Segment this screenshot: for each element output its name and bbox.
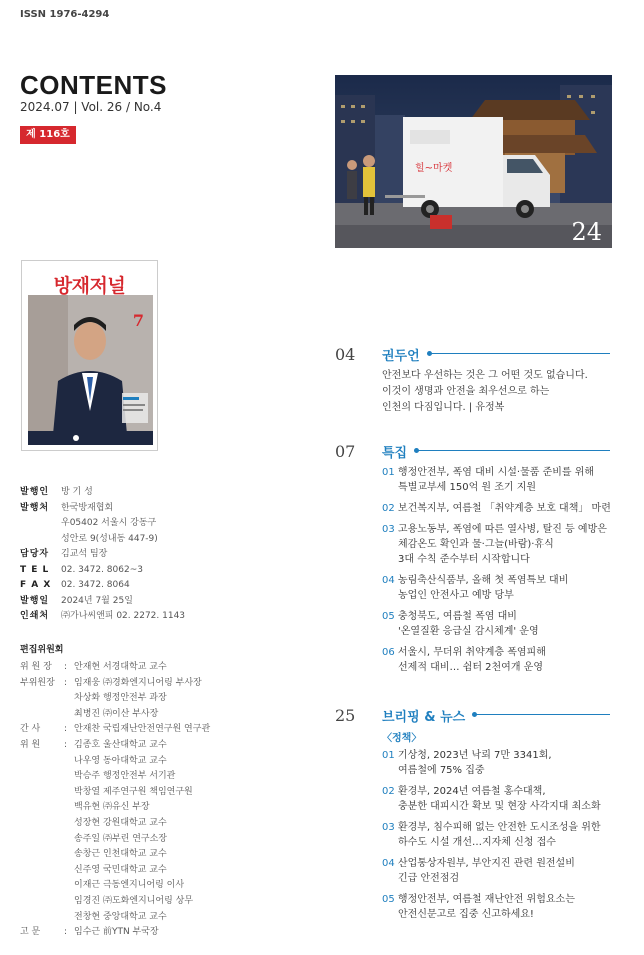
issn-label: ISSN 1976-4294: [20, 9, 110, 20]
toc-section-briefing: [335, 706, 625, 928]
committee-row: 이재근 극동엔지니어링 이사: [74, 880, 185, 891]
section-page-number: 04: [335, 345, 356, 364]
photo-page-number: 24: [571, 218, 602, 246]
section-page-number: 25: [335, 706, 356, 725]
section-header: [335, 706, 625, 726]
committee-row: 최병진 ㈜이산 부사장: [74, 708, 159, 719]
imprint-row: 담당자 김교석 팀장: [20, 549, 108, 559]
page-title: CONTENTS: [20, 70, 167, 100]
section-divider: [430, 353, 610, 354]
committee-row: 백유현 ㈜유신 부장: [74, 802, 150, 813]
section-title: 브리핑 & 뉴스: [382, 710, 466, 725]
committee-row: 차상화 행정안전부 과장: [74, 693, 167, 704]
feature-photo[interactable]: [335, 75, 612, 248]
section-title: 권두언: [382, 349, 420, 364]
svg-text:힐~마켓: 힐~마켓: [415, 163, 453, 174]
policy-subheading: 〈정책〉: [382, 733, 422, 744]
issue-badge: 제 116호: [20, 126, 76, 144]
toc-item[interactable]: 01 행정안전부, 폭염 대비 시설·물품 준비를 위해 특별교부세 150억 원 조기 지원: [382, 467, 595, 493]
section-divider: [475, 714, 610, 715]
committee-row: 송창근 인천대학교 교수: [74, 849, 167, 860]
toc-item-list: [382, 729, 625, 922]
toc-item[interactable]: 05 충청북도, 여름철 폭염 대비 '온열질환 응급실 감시체계' 운영: [382, 611, 539, 637]
committee-row: 위 원 장 : 안재현 서경대학교 교수: [20, 662, 167, 672]
toc-item[interactable]: 02 환경부, 2024년 여름철 홍수대책, 충분한 대피시간 확보 및 현장 사각지대 최소화: [382, 786, 601, 812]
toc-item[interactable]: 05 행정안전부, 여름철 재난안전 위험요소는 안전신문고로 집중 신고하세요!: [382, 894, 575, 920]
committee-row: 송주일 ㈜부린 연구소장: [74, 833, 167, 844]
toc-item-list: [382, 465, 625, 675]
imprint-row: 발행처 한국방재협회: [20, 502, 114, 513]
committee-row: 고 문 : 임수근 前YTN 부국장: [20, 927, 159, 938]
toc-section-foreword[interactable]: [335, 345, 625, 416]
committee-row: 신주영 국민대학교 교수: [74, 864, 167, 875]
volume-info: 2024.07 | Vol. 26 / No.4: [20, 100, 162, 114]
imprint-row: 성안로 9(성내동 447-9): [61, 533, 158, 544]
magazine-cover-month: 7: [132, 311, 144, 330]
committee-row: 간 사 : 안재찬 국립재난안전연구원 연구관: [20, 724, 211, 735]
foreword-text: 안전보다 우선하는 것은 그 어떤 것도 없습니다. 이것이 생명과 안전을 최우선으로 하는 인천의 다짐입니다. | 유정복: [382, 370, 588, 413]
magazine-cover[interactable]: [21, 260, 158, 451]
committee-title: 편집위원회: [20, 645, 64, 655]
toc-item[interactable]: 03 환경부, 침수피해 없는 안전한 도시조성을 위한 하수도 시설 개선…지자체 신청 접수: [382, 822, 601, 848]
committee-row: 위 원 : 김종호 울산대학교 교수: [20, 739, 167, 750]
imprint-row: T E L 02. 3472. 8062~3: [20, 564, 143, 575]
imprint-row: 발행인 방 기 성: [20, 487, 93, 497]
committee-list: [20, 660, 210, 941]
imprint-row: 발행일 2024년 7월 25일: [20, 595, 133, 606]
toc-section-special: [335, 442, 625, 681]
committee-row: 부위원장 : 임재웅 ㈜경화엔지니어링 부사장: [20, 677, 202, 688]
committee-row: 박승주 행정안전부 서기관: [74, 771, 176, 782]
section-header: [335, 442, 625, 462]
imprint-row: 우05402 서울시 강동구: [61, 518, 157, 528]
committee-row: 전창현 중앙대학교 교수: [74, 911, 167, 922]
toc-item[interactable]: 01 기상청, 2023년 낙뢰 7만 3341회, 여름철에 75% 집중: [382, 750, 552, 776]
imprint-block: [20, 485, 185, 625]
toc-item[interactable]: 04 산업통상자원부, 부안지진 관련 원전설비 긴급 안전점검: [382, 858, 575, 884]
committee-row: 박창열 제주연구원 책임연구원: [74, 786, 193, 797]
feature-photo-illustration: [335, 75, 612, 248]
toc-item[interactable]: 03 고용노동부, 폭염에 따른 열사병, 탈진 등 예방은 체감온도 확인과 물·그늘(바람)·휴식 3대 수칙 준수부터 시작합니다: [382, 524, 607, 565]
imprint-row: F A X 02. 3472. 8064: [20, 580, 130, 590]
section-title: 특집: [382, 446, 408, 461]
section-divider: [417, 450, 610, 451]
imprint-row: 인쇄처 ㈜가나씨앤피 02. 2272. 1143: [20, 611, 186, 621]
committee-row: 성장현 강원대학교 교수: [74, 817, 167, 828]
section-page-number: 07: [335, 442, 356, 461]
toc-item[interactable]: 04 농림축산식품부, 올해 첫 폭염특보 대비 농업인 안전사고 예방 당부: [382, 575, 569, 601]
section-header: [335, 345, 625, 365]
committee-row: 임경진 ㈜도화엔지니어링 상무: [74, 895, 194, 906]
magazine-cover-title: 방재저널: [53, 275, 126, 297]
committee-row: 나우영 동아대학교 교수: [74, 755, 167, 766]
toc-item[interactable]: 06 서울시, 무더위 취약계층 폭염피해 선제적 대비… 쉼터 2천여개 운영: [382, 647, 546, 673]
toc-item[interactable]: 02 보건복지부, 여름철 「취약계층 보호 대책」 마련: [382, 503, 611, 514]
